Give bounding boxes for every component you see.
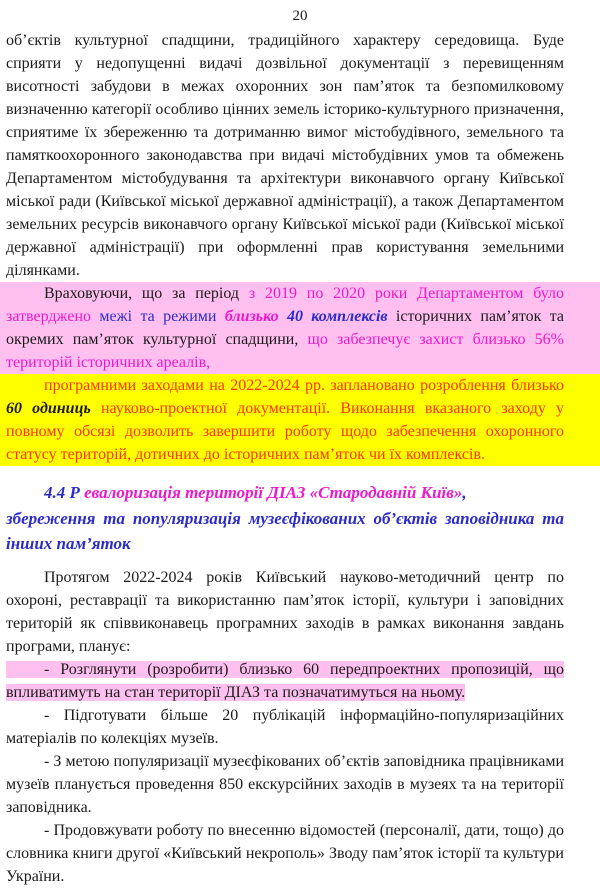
text-run-blue-bold-italic: 40 комплексів [286, 308, 396, 325]
text-run-black-bold-italic: 60 одиниць [6, 400, 91, 417]
heading-title-blue: збереження та популяризація музеєфікованих об’єктів заповідника та інших пам’яток [6, 508, 564, 553]
list-item-necropolis: - Продовжувати роботу по внесенню відомостей (персоналії, дати, тощо) до словника книги другої «Київський некрополь» Зводу пам’яток історії та культури України. [6, 821, 564, 885]
list-item-excursions: - З метою популяризації музеєфікованих об’єктів заповідника працівниками музеїв планується проведення 850 екскурсійних заходів в музеях та на території заповідника. [6, 752, 564, 816]
section-heading-4-4 [0, 480, 600, 557]
text-run-red: програмними заходами на 2022-2024 рр. заплановано розроблення близько [44, 377, 564, 394]
indent-tab [6, 673, 44, 674]
heading-comma: , [462, 483, 467, 502]
text-run-black: Враховуючи, що за період [44, 285, 249, 302]
heading-title-magenta: евалоризація території ДІАЗ «Стародавній Київ» [84, 483, 463, 502]
text-run-magenta-bold-italic: близько [224, 308, 287, 325]
heading-number: 4.4 Р [44, 483, 85, 502]
text-run-black: - Розглянути (розробити) близько 60 передпроектних пропозицій, що впливатимуть на стан території ДІАЗ та позначатимуться на ньому. [6, 660, 564, 701]
text-run-red: науково-проектної документації. Виконання вказаного заходу у повному обсязі дозволить завершити роботу щодо забезпечення охоронного статусу територій, дотичних до історичних пам’яток чи їх комплексів. [6, 400, 565, 463]
text-run-magenta: що забезпечує захист близько 56% територій історичних ареалів, [6, 331, 564, 371]
page-number: 20 [292, 8, 308, 24]
paragraph-plans: Протягом 2022-2024 років Київський науково-методичний центр по охороні, реставрації та використанню пам’яток історії, культури і заповідних територій як співвиконавець програмних заходів в рамках виконання завдань програми, планує: [6, 568, 564, 655]
list-item-publications: - Підготувати більше 20 публікацій інформаційно-популяризаційних матеріалів по колекціях музеїв. [6, 706, 564, 747]
highlight-span-pink [6, 661, 564, 701]
highlighted-paragraph-pink [0, 282, 600, 374]
body-paragraph-continuation: об’єктів культурної спадщини, традиційного характеру середовища. Буде сприяти у недопущенні видачі дозвільної документації з перевищенням висотності забудови в межах охоронних зон пам’яток та безпомилковому визначенню категорії особливо цінних земель історико-культурного призначення, сприятиме їх збереженню та дотриманню вимог містобудівного, земельного та памяткоохоронного законодавства при видачі містобудівних умов та обмежень Департаментом містобудування та архітектури виконавчого органу Київської міської ради (Київської міської державної адміністрації), а також Департаментом земельних ресурсів виконавчого органу Київської міської ради (Київської міської державної адміністрації) при оформленні прав користування земельними ділянками. [6, 32, 564, 279]
text-run-black: історичних пам’яток та окремих пам’яток культурної спадщини, [6, 308, 565, 348]
text-run-blue: межі та режими [99, 308, 225, 325]
document-page [0, 6, 600, 891]
list-item-proposals [0, 658, 600, 704]
highlighted-paragraph-yellow [0, 374, 600, 466]
text-run-magenta: з 2019 по 2020 роки Департаментом було затверджено [6, 285, 564, 325]
